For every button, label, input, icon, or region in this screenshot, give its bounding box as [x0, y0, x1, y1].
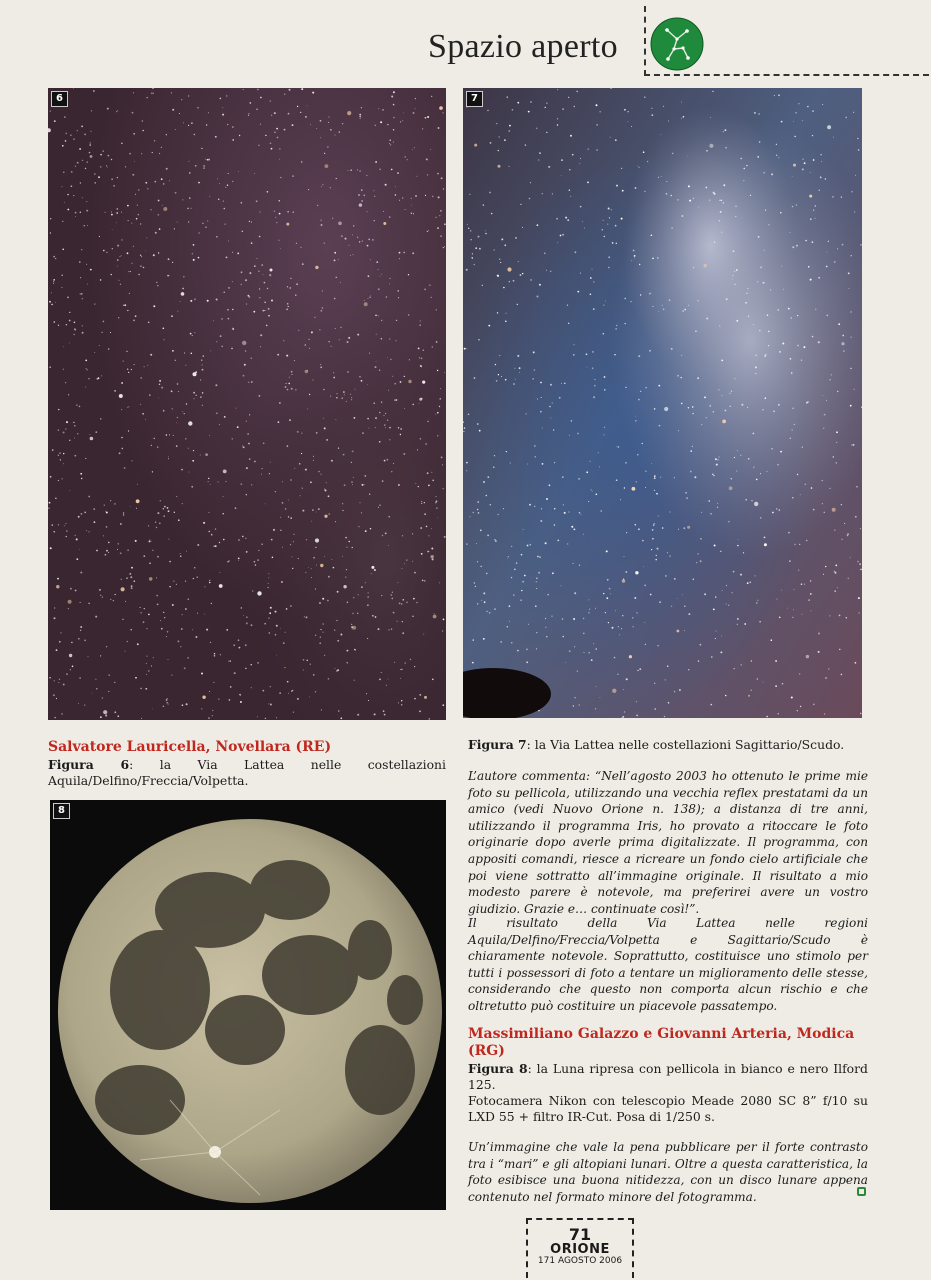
- constellation-badge-icon: [650, 17, 704, 71]
- author-comment: L’autore commenta: “Nell’agosto 2003 ho ottenuto le prime mie foto su pellicola, utilizzando una vecchia reflex prestatami da un amico (vedi Nuovo Orione n. 138); a distanza di tre anni, utilizzando il programma Iris, ho provato a ritoccare le foto originarie dopo averle prima digitalizzate. Il programma, con appositi comandi, riesce a ricreare un fondo cielo artificiale che poi viene sottratto all’immagine originale. Il risultato a mio modesto parere è notevole, ma preferirei avere un vostro giudizio. Grazie e… continuate così!”.: [468, 769, 868, 916]
- article-end-icon: [857, 1187, 866, 1196]
- issue-info: 171 AGOSTO 2006: [537, 1256, 623, 1266]
- figure-8-caption: [468, 1061, 868, 1092]
- section-title: Spazio aperto: [428, 28, 618, 65]
- figure-7-caption: [468, 737, 868, 753]
- page-footer: [526, 1218, 634, 1278]
- figure-7-label: Figura 7: [468, 737, 527, 752]
- figure-8-label: Figura 8: [468, 1061, 528, 1076]
- photo-moon: [50, 800, 446, 1210]
- starfield-image-7: [463, 88, 862, 718]
- figure-8-text: : la Luna ripresa con pellicola in bianco e nero Ilford 125.: [468, 1061, 868, 1092]
- author-name-1: Salvatore Lauricella, Novellara (RE): [48, 739, 332, 755]
- figure-6-caption: [48, 757, 446, 788]
- photo-number-8: 8: [53, 803, 70, 819]
- moon-image-8: [50, 800, 446, 1210]
- figure-6-label: Figura 6: [48, 757, 130, 772]
- editor-comment: Il risultato della Via Lattea nelle regioni Aquila/Delfino/Freccia/Volpetta e Sagittario/Scudo è chiaramente notevole. Soprattutto, costituisce uno stimolo per tutti i possessori di foto a tentare un miglioramento delle stesse, considerando che questo non comporta alcun rischio e che oltretutto può costituire un piacevole passatempo.: [468, 916, 868, 1013]
- photo-milky-way-sagittarius: [463, 88, 862, 718]
- page-number: 71: [568, 1225, 592, 1244]
- figure-6-text: : la Via Lattea nelle costellazioni Aquila/Delfino/Freccia/Volpetta.: [48, 757, 446, 788]
- figure-7-text: : la Via Lattea nelle costellazioni Sagittario/Scudo.: [526, 737, 845, 752]
- photo-milky-way-aquila: [48, 88, 446, 720]
- photo-number-7: 7: [466, 91, 483, 107]
- editor-comment-moon: Un’immagine che vale la pena pubblicare per il forte contrasto tra i “mari” e gli altopiani lunari. Oltre a questa caratteristica, la foto esibisce una buona nitidezza, con un disco lunare appena contenuto nel formato minore del fotogramma.: [468, 1140, 868, 1204]
- author-name-2: Massimiliano Galazzo e Giovanni Arteria, Modica (RG): [468, 1026, 855, 1059]
- figure-8-specs: Fotocamera Nikon con telescopio Meade 2080 SC 8” f/10 su LXD 55 + filtro IR-Cut. Posa di 1/250 s.: [468, 1093, 868, 1124]
- magazine-name: ORIONE: [550, 1242, 610, 1257]
- starfield-image-6: [48, 88, 446, 720]
- photo-number-6: 6: [51, 91, 68, 107]
